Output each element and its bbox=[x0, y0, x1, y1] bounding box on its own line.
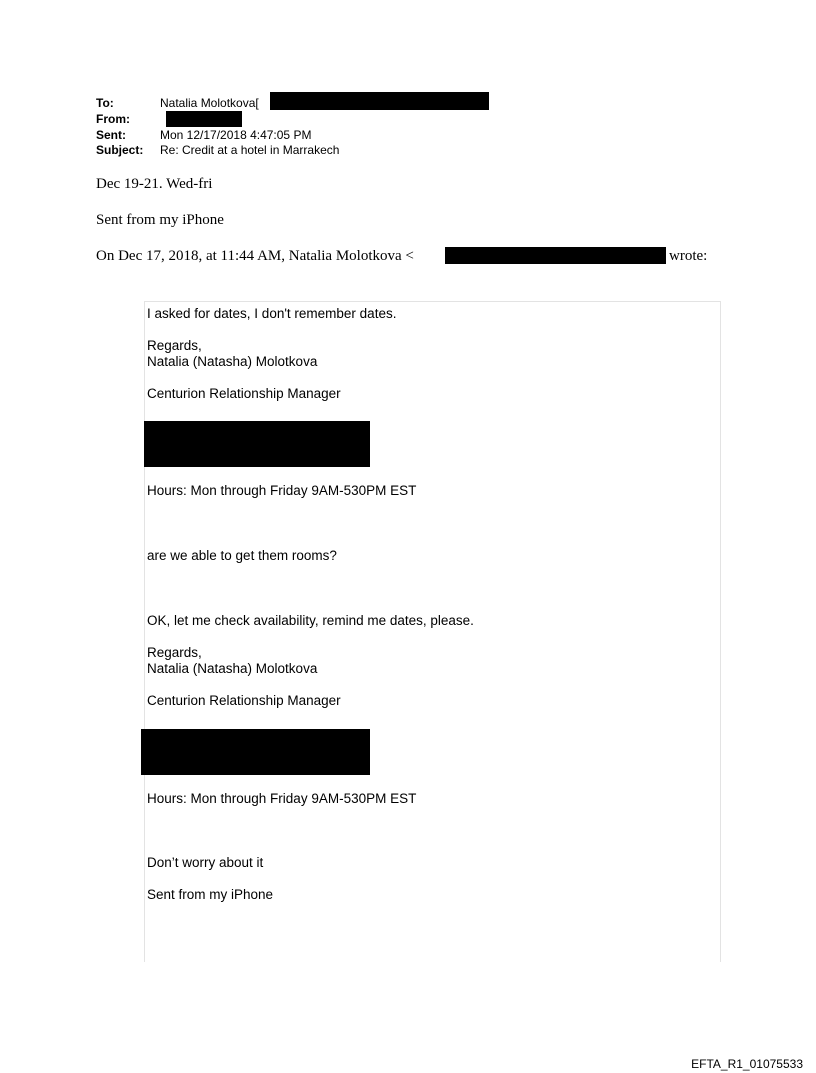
redaction-box bbox=[144, 421, 370, 467]
signature-title: Centurion Relationship Manager bbox=[147, 693, 341, 708]
body-line: Dec 19-21. Wed-fri bbox=[96, 176, 213, 192]
redaction-box bbox=[270, 92, 489, 110]
quote-line: I asked for dates, I don't remember dates. bbox=[147, 306, 397, 321]
quote-line: Don’t worry about it bbox=[147, 855, 264, 870]
sent-value: Mon 12/17/2018 4:47:05 PM bbox=[160, 128, 312, 142]
signature-name: Natalia (Natasha) Molotkova bbox=[147, 354, 318, 369]
subject-label: Subject: bbox=[96, 143, 144, 157]
quote-intro bbox=[96, 248, 414, 264]
from-label: From: bbox=[96, 112, 130, 126]
to-label: To: bbox=[96, 96, 114, 110]
quote-intro-prefix: On Dec 17, 2018, at 11:44 AM, Natalia Molotkova < bbox=[96, 248, 414, 264]
sent-label: Sent: bbox=[96, 128, 126, 142]
redaction-box bbox=[445, 247, 666, 264]
quote-line: are we able to get them rooms? bbox=[147, 548, 337, 563]
signature-regards: Regards, bbox=[147, 645, 202, 660]
signature-hours: Hours: Mon through Friday 9AM-530PM EST bbox=[147, 791, 417, 806]
quote-line: Sent from my iPhone bbox=[147, 887, 274, 902]
to-value: Natalia Molotkova[ bbox=[160, 96, 259, 110]
signature-hours: Hours: Mon through Friday 9AM-530PM EST bbox=[147, 483, 417, 498]
quote-line: OK, let me check availability, remind me dates, please. bbox=[147, 613, 474, 628]
signature-name: Natalia (Natasha) Molotkova bbox=[147, 661, 318, 676]
signature-title: Centurion Relationship Manager bbox=[147, 386, 341, 401]
quote-intro-suffix: wrote: bbox=[669, 248, 708, 264]
subject-value: Re: Credit at a hotel in Marrakech bbox=[160, 143, 340, 157]
redaction-box bbox=[141, 729, 370, 775]
signature-regards: Regards, bbox=[147, 338, 202, 353]
body-line: Sent from my iPhone bbox=[96, 212, 224, 228]
document-id: EFTA_R1_01075533 bbox=[691, 1057, 803, 1071]
redaction-box bbox=[166, 111, 242, 127]
